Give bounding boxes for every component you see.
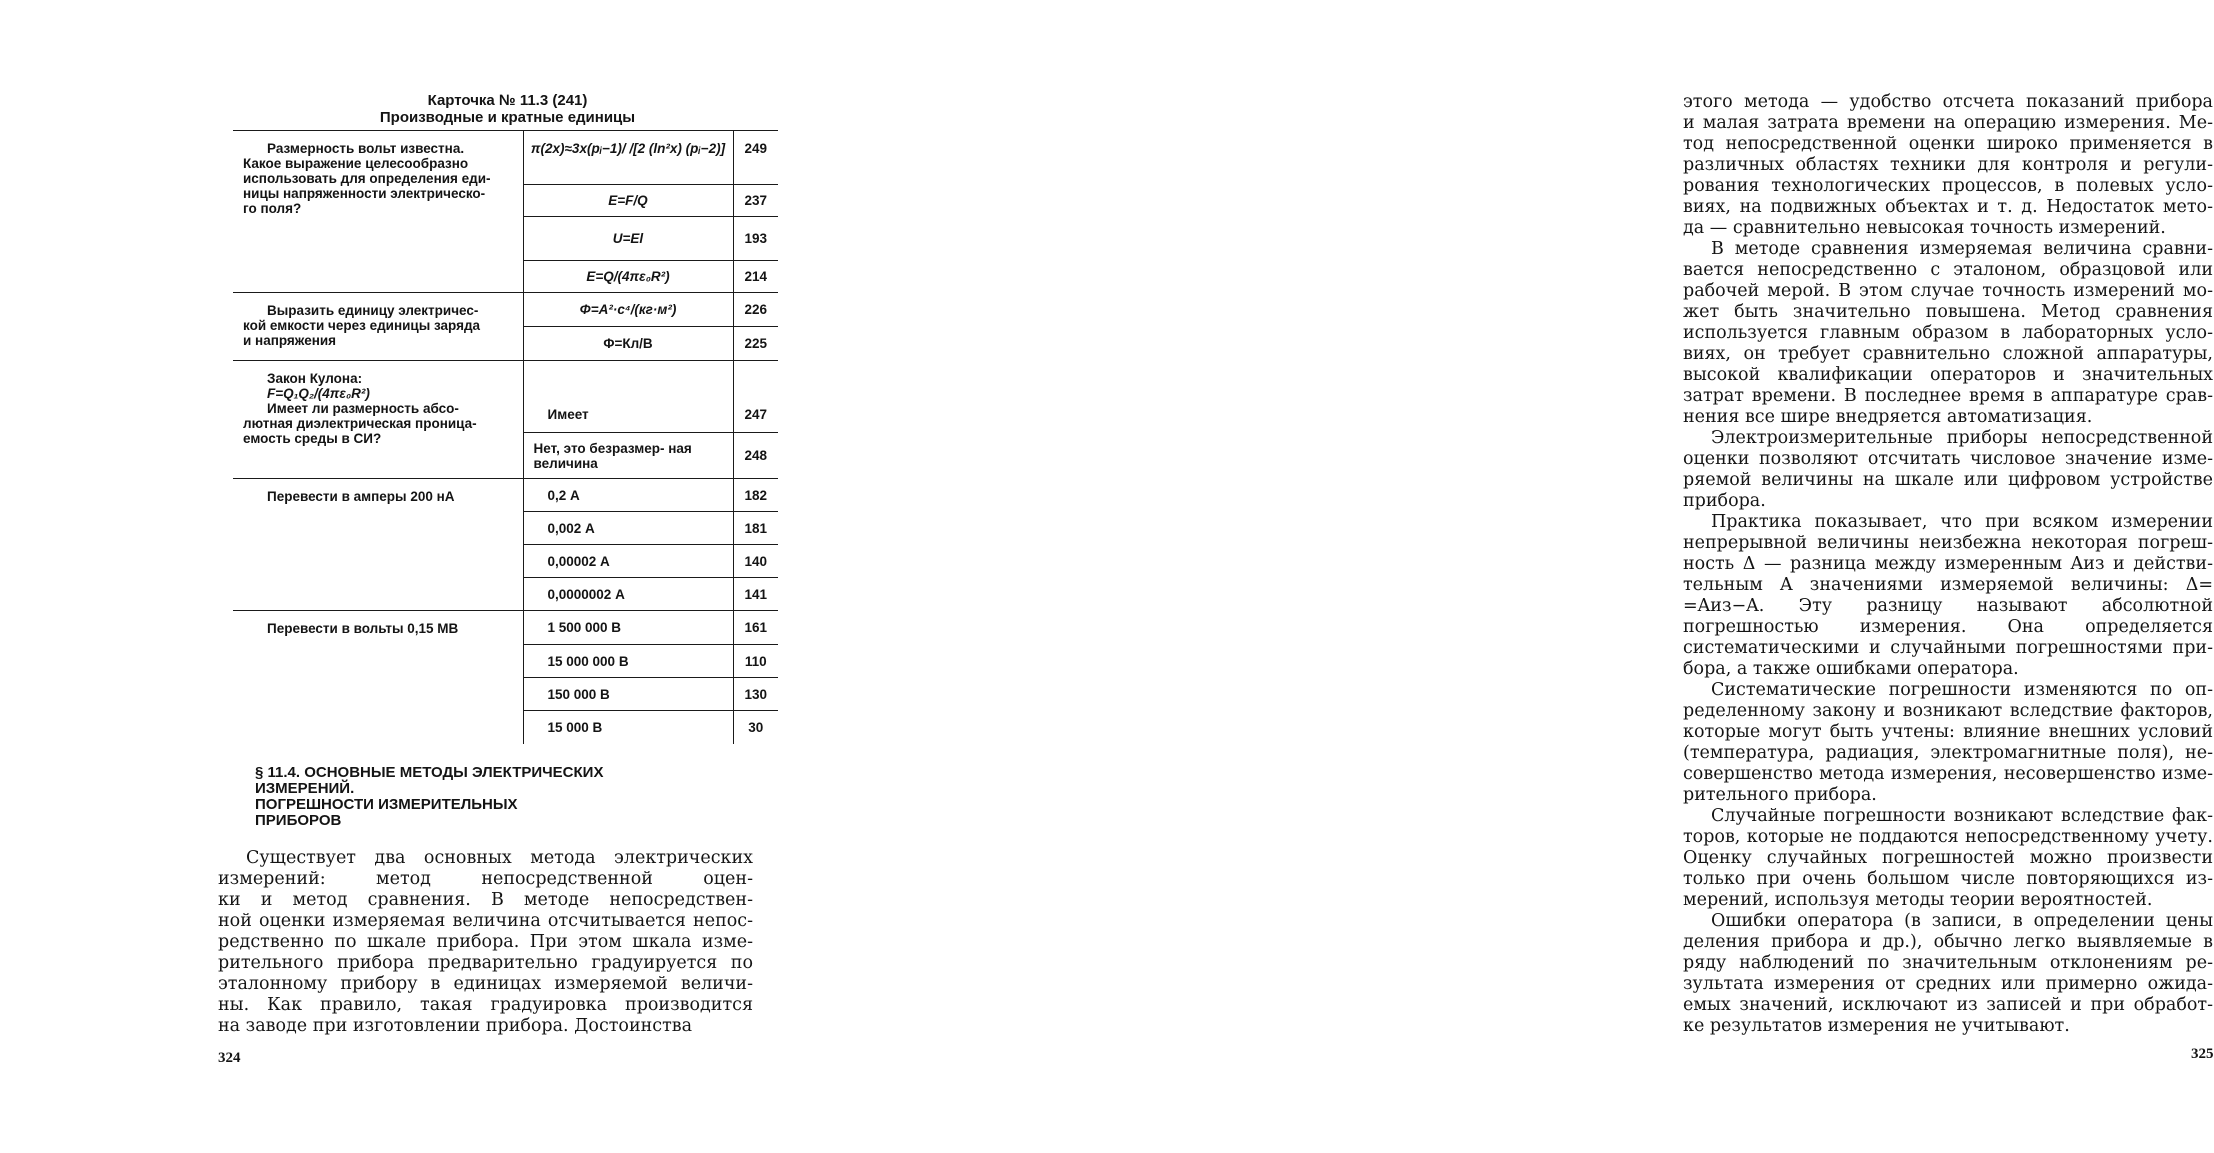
right-page-text [1683, 92, 2213, 1037]
paragraph [1683, 911, 2213, 1037]
card-question: Закон Кулона: F=Q₁Q₂/(4πε₀R²) Имеет ли размерность абсо- лютная диэлектрическая проница- емость среды в СИ? [233, 361, 523, 479]
card-answer-number: 130 [733, 678, 778, 711]
card-answer-number: 247 [733, 361, 778, 433]
text-line: систематическими и случайными погрешностями при- [1683, 638, 2213, 658]
text-line: высокой квалификации операторов и значительных [1683, 365, 2213, 385]
card-answer-number: 226 [733, 293, 778, 327]
text-line: и малая затрата времени на операцию измерения. Ме- [1683, 113, 2213, 133]
page-number: 324 [218, 1050, 241, 1066]
card-answer: 150 000 В [523, 678, 733, 711]
text-line: прибора. [1683, 491, 1766, 511]
card-question: Перевести в вольты 0,15 МВ [233, 611, 523, 744]
text-line: зультата измерения от средних или примерно ожида- [1683, 974, 2213, 994]
text-line: нения все шире внедряется автоматизация. [1683, 407, 2093, 427]
card-answer: π(2x)≈3x(pᵢ−1)/ /[2 (ln²x) (pᵢ−2)] [523, 131, 733, 185]
card-subtitle: Производные и кратные единицы [379, 109, 636, 126]
card-answer-number: 182 [733, 479, 778, 512]
text-line: бора, а также ошибками оператора. [1683, 659, 2019, 679]
card-answer: 1 500 000 В [523, 611, 733, 645]
text-line: (температура, радиация, электромагнитные поля), не- [1683, 743, 2213, 763]
text-line: затрат времени. В последнее время в аппаратуре срав- [1683, 386, 2213, 406]
text-line: ределенному закону и возникают вследствие факторов, [1683, 701, 2213, 721]
card-answer-number: 193 [733, 217, 778, 261]
text-line: этого метода — удобство отсчета показаний прибора [1683, 92, 2213, 112]
paragraph [1683, 239, 2213, 428]
paragraph [1683, 806, 2213, 911]
card-answer: 0,002 А [523, 512, 733, 545]
card-answer: 15 000 000 В [523, 645, 733, 678]
card-answer-number: 225 [733, 327, 778, 361]
text-line: рования технологических процессов, в полевых усло- [1683, 176, 2213, 196]
card-answer: Φ=A²·c⁴/(кг·м²) [523, 293, 733, 327]
text-line: тельным A значениями измеряемой величины: Δ= [1683, 575, 2213, 595]
card-answer: 0,00002 А [523, 545, 733, 578]
card-question: Перевести в амперы 200 нА [233, 479, 523, 611]
text-line: емых значений, исключают из записей и при обработ- [1683, 995, 2213, 1015]
page-number: 325 [2191, 1046, 2214, 1062]
paragraph [1683, 428, 2213, 512]
card-answer-number: 141 [733, 578, 778, 611]
paragraph [1683, 512, 2213, 680]
text-line: вается непосредственно с эталоном, образцовой или [1683, 260, 2213, 280]
text-line: деления прибора и др.), обычно легко выявляемые в [1683, 932, 2213, 952]
card-answer: Имеет [523, 361, 733, 433]
text-line: используется главным образом в лабораторных усло- [1683, 323, 2213, 343]
text-line: оценки позволяют отсчитать числовое значение изме- [1683, 449, 2213, 469]
text-line: В методе сравнения измеряемая величина сравни- [1711, 239, 2213, 259]
left-paragraph: Существует два основных метода электрических измерений: метод непосредственной оцен- ки и метод сравнения. В методе непосредствен- ной оценки измеряемая величина отсчитывается непос- редственно по шкале прибора. При этом шкала изме- рительного прибора предварительно градуируется по эталонному прибору в единицах измеряемой величи- ны. Как правило, такая градуировка производится на заводе при изготовлении прибора. Достоинства [218, 848, 753, 1036]
text-line: виях, он требует сравнительно сложной аппаратуры, [1683, 344, 2213, 364]
card-answer-number: 237 [733, 185, 778, 217]
right-page [790, 0, 2214, 1153]
paragraph [1683, 680, 2213, 806]
card-answer-number: 248 [733, 433, 778, 479]
card-title: Карточка № 11.3 (241) [427, 92, 588, 109]
text-line: ряемой величины на шкале или цифровом устройстве [1683, 470, 2213, 490]
text-line: совершенство метода измерения, несовершенство изме- [1683, 764, 2213, 784]
text-line: непрерывной величины неизбежна некоторая погреш- [1683, 533, 2213, 553]
text-line: =Aиз−A. Эту разницу называют абсолютной [1683, 596, 2213, 616]
text-line: жет быть значительно повышена. Метод сравнения [1683, 302, 2213, 322]
card-answer-number: 110 [733, 645, 778, 678]
text-line: мерений, используя методы теории вероятностей. [1683, 890, 2153, 910]
text-line: рительного прибора. [1683, 785, 1877, 805]
card-header [240, 92, 775, 126]
left-page [0, 0, 790, 1153]
card-answer: 15 000 В [523, 711, 733, 744]
text-line: да — сравнительно невысокая точность измерений. [1683, 218, 2166, 238]
card-answer-number: 161 [733, 611, 778, 645]
text-line: виях, на подвижных объектах и т. д. Недостаток мето- [1683, 197, 2213, 217]
text-line: Систематические погрешности изменяются по оп- [1711, 680, 2213, 700]
text-line: только при очень большом числе повторяющихся из- [1683, 869, 2213, 889]
text-line: Электроизмерительные приборы непосредственной [1711, 428, 2213, 448]
text-line: ке результатов измерения не учитывают. [1683, 1016, 2070, 1036]
text-line: Случайные погрешности возникают вследствие фак- [1711, 806, 2213, 826]
section-heading: § 11.4. ОСНОВНЫЕ МЕТОДЫ ЭЛЕКТРИЧЕСКИХ ИЗМЕРЕНИЙ. ПОГРЕШНОСТИ ИЗМЕРИТЕЛЬНЫХ ПРИБОРОВ [255, 764, 604, 829]
card-answer: Φ=Кл/В [523, 327, 733, 361]
text-line: торов, которые не поддаются непосредственному учету. [1683, 827, 2213, 847]
card-answer: U=El [523, 217, 733, 261]
text-line: погрешностью измерения. Она определяется [1683, 617, 2213, 637]
card-answer-number: 30 [733, 711, 778, 744]
card-question: Выразить единицу электричес- кой емкости через единицы заряда и напряжения [233, 293, 523, 361]
card-table [233, 130, 778, 744]
text-line: различных областях техники для контроля и регули- [1683, 155, 2213, 175]
paragraph [1683, 92, 2213, 239]
text-line: ность Δ — разница между измеренным Aиз и действи- [1683, 554, 2213, 574]
card-answer-number: 181 [733, 512, 778, 545]
card-answer: 0,2 А [523, 479, 733, 512]
card-question: Размерность вольт известна. Какое выражение целесообразно использовать для определения еди- ницы напряженности электрическо- го поля? [233, 131, 523, 293]
text-line: ряду наблюдений по значительным отклонениям ре- [1683, 953, 2213, 973]
text-line: Оценку случайных погрешностей можно произвести [1683, 848, 2213, 868]
text-line: Ошибки оператора (в записи, в определении цены [1711, 911, 2213, 931]
card-answer-number: 140 [733, 545, 778, 578]
card-answer: E=Q/(4πε₀R²) [523, 261, 733, 293]
card-answer: 0,0000002 А [523, 578, 733, 611]
card-answer: E=F/Q [523, 185, 733, 217]
text-line: тод непосредственной оценки широко применяется в [1683, 134, 2213, 154]
card-answer-number: 214 [733, 261, 778, 293]
text-line: которые могут быть учтены: влияние внешних условий [1683, 722, 2213, 742]
card-answer: Нет, это безразмер- ная величина [523, 433, 733, 479]
text-line: рабочей мерой. В этом случае точность измерений мо- [1683, 281, 2213, 301]
card-answer-number: 249 [733, 131, 778, 185]
text-line: Практика показывает, что при всяком измерении [1711, 512, 2213, 532]
